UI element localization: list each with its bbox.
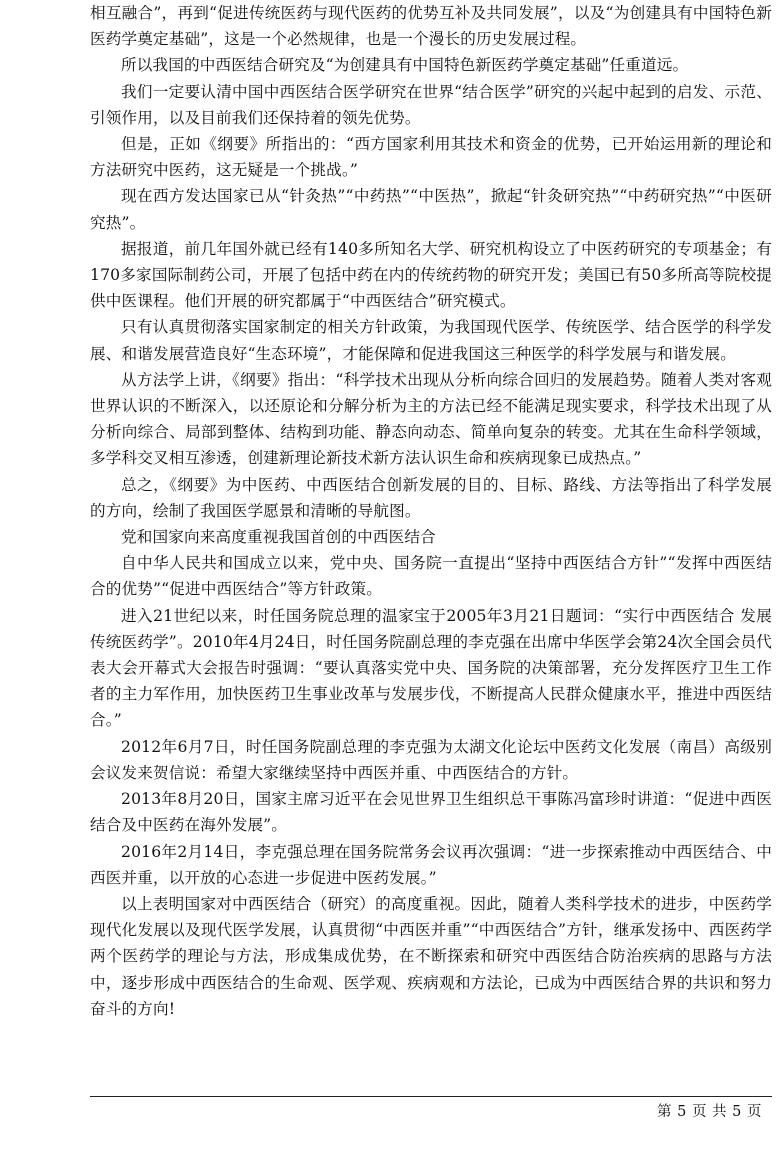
paragraph: 以上表明国家对中西医结合（研究）的高度重视。因此，随着人类科学技术的进步，中医药学现代化发展以及现代医学发展，认真贯彻“中西医并重”“中西医结合”方针，继承发扬中、西医药学两个医药学的理论与方法，形成集成优势，在不断探索和研究中西医结合防治疾病的思路与方法中，逐步形成中西医结合的生命观、医学观、疾病观和方法论，已成为中西医结合界的共识和努力奋斗的方向! [90,894,772,1018]
paragraph: 自中华人民共和国成立以来，党中央、国务院一直提出“坚持中西医结合方针”“发挥中西医结合的优势”“促进中西医结合”等方针政策。 [90,554,772,599]
paragraph: 但是，正如《纲要》所指出的：“西方国家利用其技术和资金的优势，已开始运用新的理论和方法研究中医药，这无疑是一个挑战。” [90,135,772,180]
paragraph: 相互融合”，再到“促进传统医药与现代医药的优势互补及共同发展”，以及“为创建具有中国特色新医药学奠定基础”，这是一个必然规律，也是一个漫长的历史发展过程。 [90,4,772,49]
paragraph: 所以我国的中西医结合研究及“为创建具有中国特色新医药学奠定基础”任重道远。 [121,56,689,75]
paragraph: 只有认真贯彻落实国家制定的相关方针政策，为我国现代医学、传统医学、结合医学的科学发展、和谐发展营造良好“生态环境”，才能保障和促进我国这三种医学的科学发展与和谐发展。 [90,318,772,363]
paragraph: 2016年2月14日，李克强总理在国务院常务会议再次强调：“进一步探索推动中西医结合、中西医并重，以开放的心态进一步促进中医药发展。” [90,842,772,887]
paragraph: 2013年8月20日，国家主席习近平在会见世界卫生组织总干事陈冯富珍时讲道：“促进中西医结合及中医药在海外发展”。 [90,790,772,835]
paragraph: 进入21世纪以来，时任国务院总理的温家宝于2005年3月21日题词：“实行中西医结合 发展传统医药学”。2010年4月24日，时任国务院副总理的李克强在出席中华医学会第24次全国会员代表大会开幕式大会报告时强调：“要认真落实党中央、国务院的决策部署，充分发挥医疗卫生工作者的主力军作用，加快医药卫生事业改革与发展步伐，不断提高人民群众健康水平，推进中西医结合。” [90,606,772,730]
footer-divider [90,1096,772,1097]
paragraph: 现在西方发达国家已从“针灸热”“中药热”“中医热”，掀起“针灸研究热”“中药研究热”“中医研究热”。 [90,187,772,232]
paragraph: 从方法学上讲，《纲要》指出：“科学技术出现从分析向综合回归的发展趋势。随着人类对客观世界认识的不断深入，以还原论和分解分析为主的方法已经不能满足现实要求，科学技术出现了从分析向综合、局部到整体、结构到功能、静态向动态、简单向复杂的转变。尤其在生命科学领域，多学科交叉相互渗透，创建新理论新技术新方法认识生命和疾病现象已成热点。” [90,370,772,468]
paragraph: 总之，《纲要》为中医药、中西医结合创新发展的目的、目标、路线、方法等指出了科学发展的方向，绘制了我国医学愿景和清晰的导航图。 [90,475,772,520]
section-heading: 党和国家向来高度重视我国首创的中西医结合 [121,528,436,547]
paragraph: 我们一定要认清中国中西医结合医学研究在世界“结合医学”研究的兴起中起到的启发、示范、引领作用，以及目前我们还保持着的领先优势。 [90,82,772,127]
paragraph: 据报道，前几年国外就已经有140多所知名大学、研究机构设立了中医药研究的专项基金；有170多家国际制药公司，开展了包括中药在内的传统药物的研究开发；美国已有50多所高等院校提供中医课程。他们开展的研究都属于“中西医结合”研究模式。 [90,239,772,311]
body-text [90,0,772,1022]
page-number: 第 5 页 共 5 页 [657,1104,762,1120]
paragraph: 2012年6月7日，时任国务院副总理的李克强为太湖文化论坛中医药文化发展（南昌）高级别会议发来贺信说：希望大家继续坚持中西医并重、中西医结合的方针。 [90,737,772,782]
